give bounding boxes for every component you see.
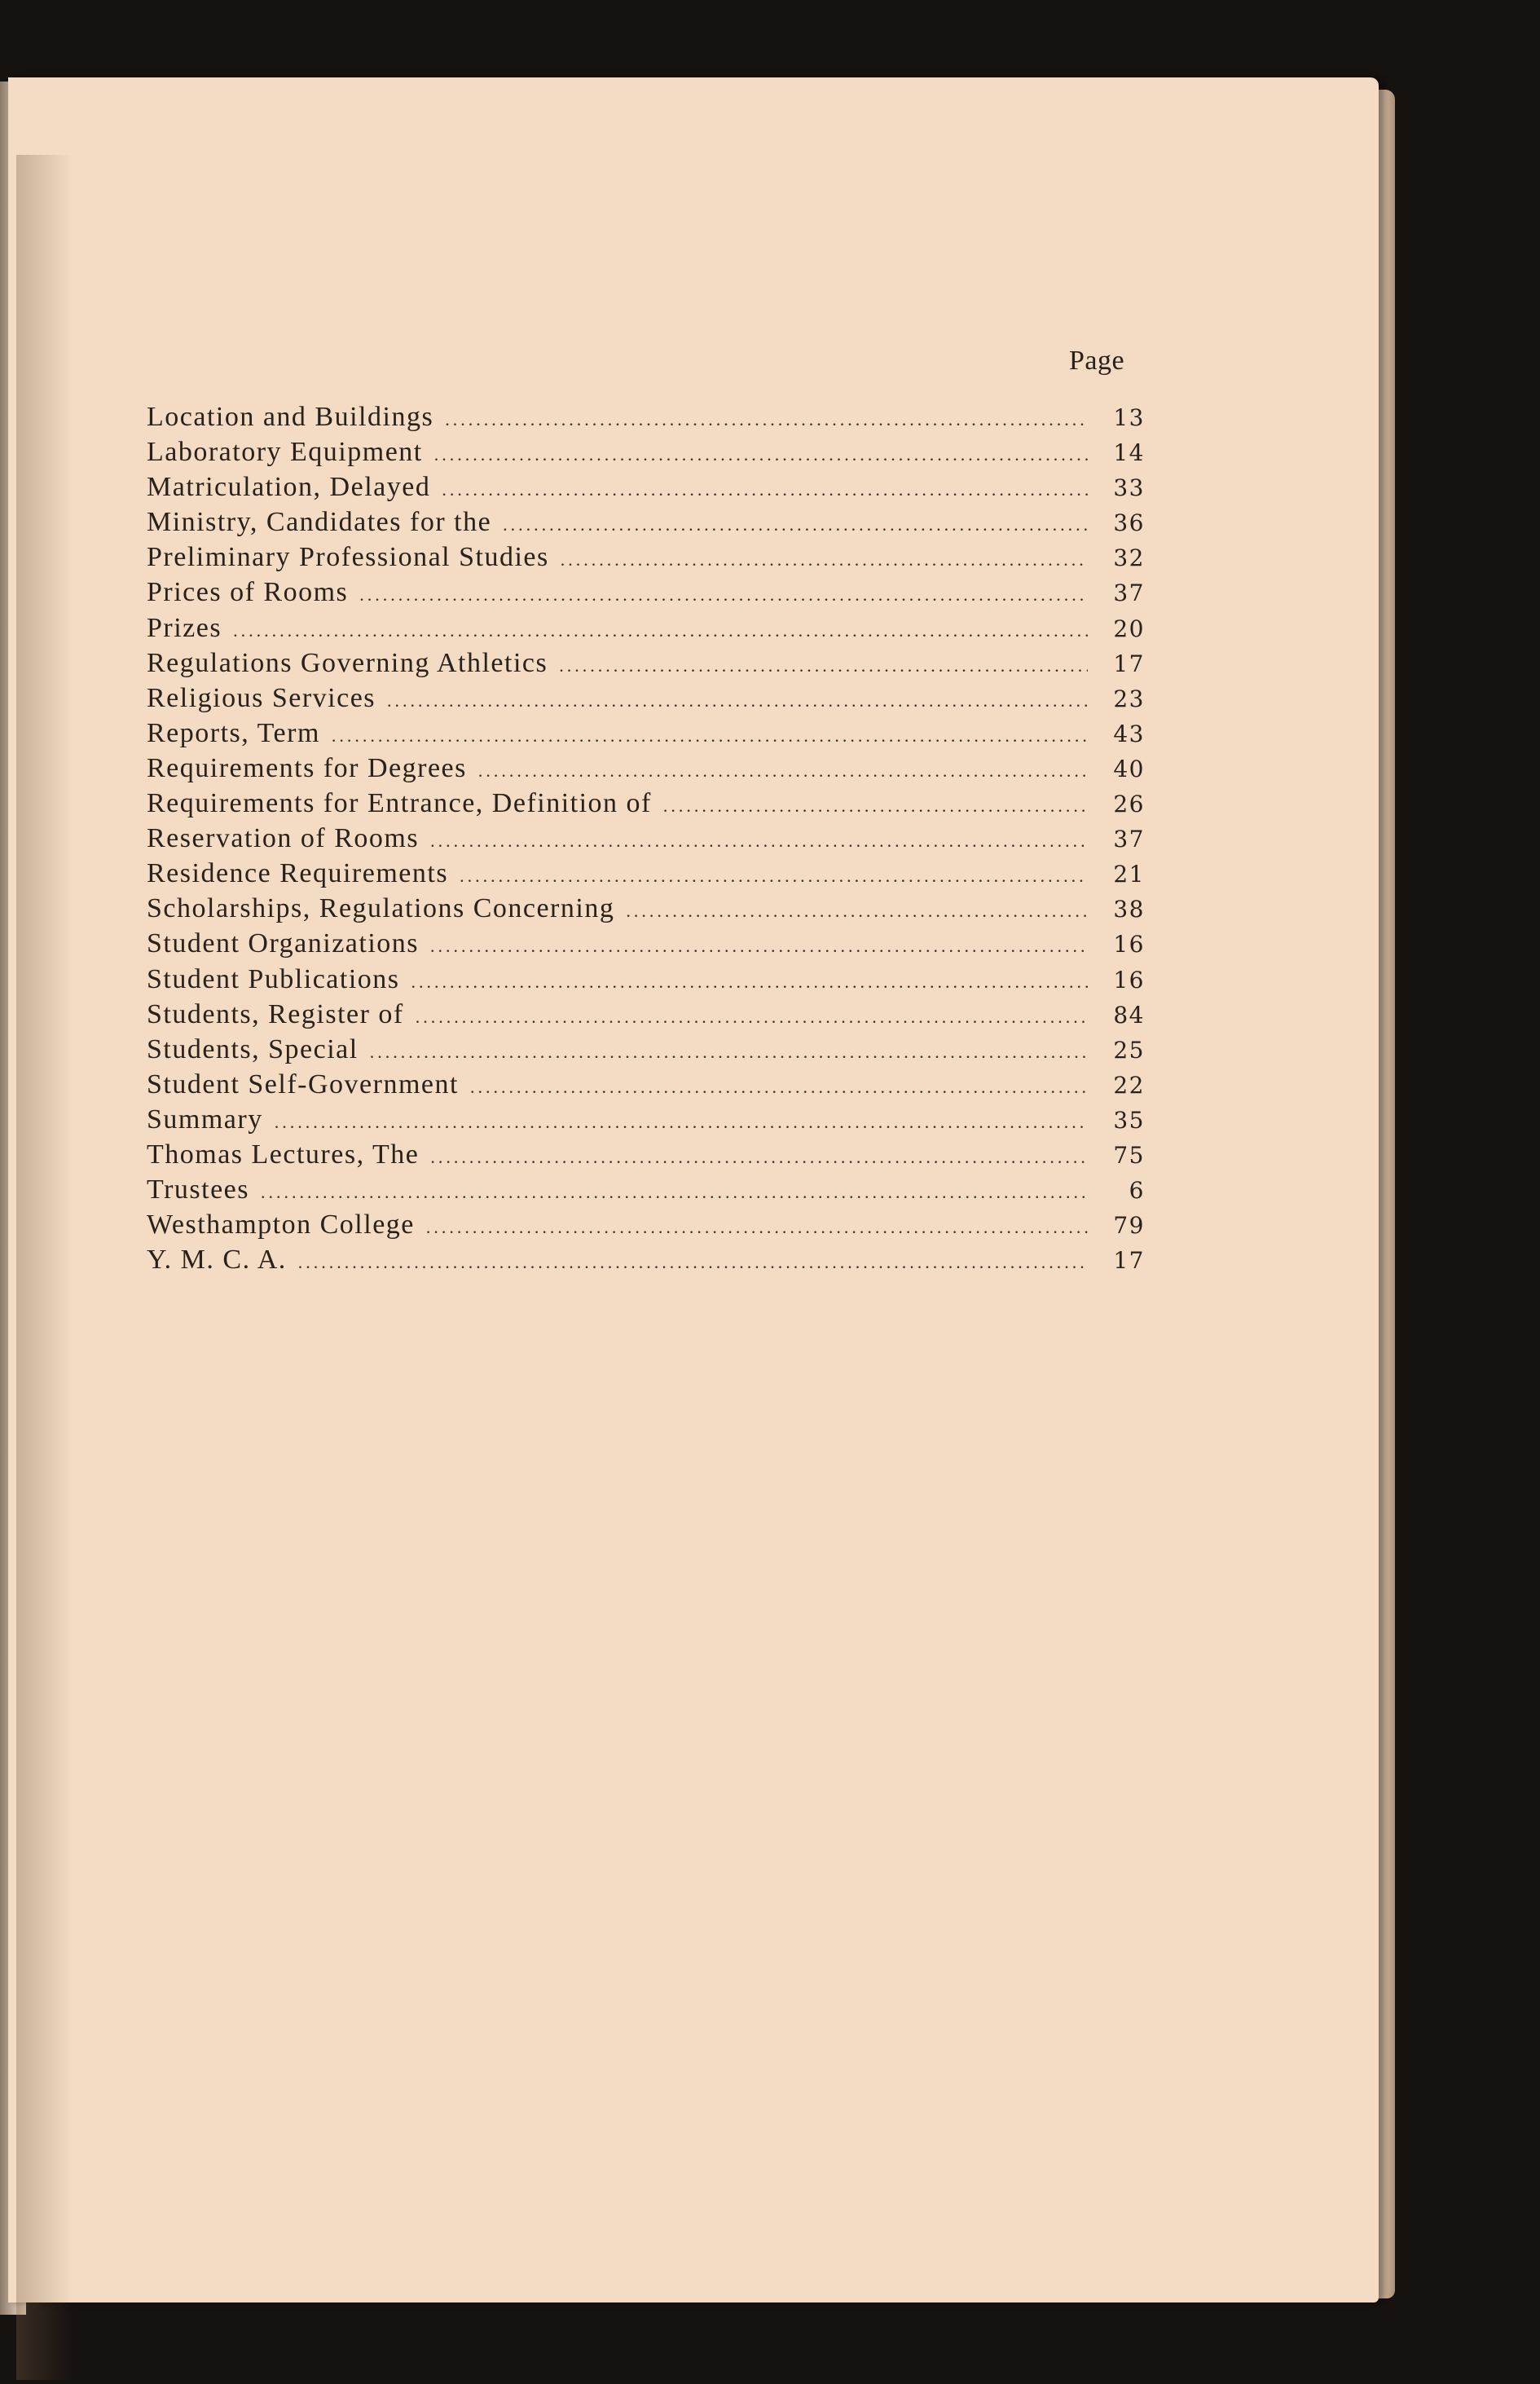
dot-leader [430, 1139, 1088, 1174]
entry-title: Trustees [147, 1174, 249, 1205]
index-entry [147, 997, 1145, 1032]
page-fore-edge [1377, 90, 1395, 2298]
dot-leader [663, 788, 1088, 823]
dot-leader [416, 999, 1088, 1034]
entry-title: Requirements for Degrees [147, 752, 467, 783]
entry-title: Summary [147, 1104, 263, 1135]
index-entry [147, 1032, 1145, 1067]
index-entry [147, 505, 1145, 540]
entry-title: Prizes [147, 612, 222, 643]
index-entry [147, 1242, 1145, 1277]
index-entry [147, 1172, 1145, 1207]
entry-page-number: 25 [1113, 1036, 1145, 1064]
entry-page-number: 26 [1113, 791, 1145, 818]
entry-page-number: 43 [1113, 720, 1145, 747]
dot-leader [559, 648, 1088, 683]
entry-page-number: 36 [1113, 509, 1145, 537]
dot-leader [387, 683, 1088, 718]
entry-title: Westhampton College [147, 1210, 415, 1240]
index-entry [147, 540, 1145, 575]
entry-page-number: 32 [1113, 544, 1145, 572]
dot-leader [478, 753, 1088, 788]
dot-leader [233, 613, 1088, 648]
entry-title: Religious Services [147, 682, 376, 713]
entry-title: Reports, Term [147, 717, 320, 748]
entry-page-number: 38 [1113, 896, 1145, 923]
dot-leader [332, 718, 1088, 753]
index-entry [147, 469, 1145, 505]
index-entry [147, 681, 1145, 716]
entry-title: Students, Register of [147, 998, 404, 1029]
page-column-heading: Page [1069, 346, 1125, 376]
entry-title: Student Self-Government [147, 1069, 459, 1099]
entry-title: Residence Requirements [147, 858, 449, 889]
dot-leader [275, 1104, 1088, 1139]
entry-title: Student Publications [147, 963, 400, 994]
entry-title: Prices of Rooms [147, 577, 349, 608]
entry-title: Matriculation, Delayed [147, 472, 431, 503]
entry-title: Requirements for Entrance, Definition of [147, 788, 652, 819]
entry-title: Scholarships, Regulations Concerning [147, 893, 615, 924]
entry-page-number: 37 [1113, 579, 1145, 607]
entry-page-number: 16 [1113, 931, 1145, 958]
dot-leader [442, 472, 1088, 507]
index-entry [147, 1102, 1145, 1137]
entry-page-number: 23 [1113, 685, 1145, 712]
entry-page-number: 79 [1113, 1212, 1145, 1240]
index-entry [147, 1067, 1145, 1102]
index-entry [147, 891, 1145, 926]
dot-leader [503, 507, 1088, 542]
entry-title: Regulations Governing Athletics [147, 647, 548, 678]
entry-page-number: 33 [1113, 474, 1145, 502]
entry-title: Students, Special [147, 1033, 359, 1064]
dot-leader [430, 928, 1088, 963]
entry-title: Laboratory Equipment [147, 437, 423, 468]
entry-page-number: 14 [1113, 439, 1145, 467]
dot-leader [460, 858, 1088, 893]
dot-leader [411, 964, 1089, 999]
entry-page-number: 16 [1113, 966, 1145, 994]
entry-title: Reservation of Rooms [147, 823, 420, 854]
dot-leader [430, 823, 1088, 858]
index-entry [147, 1137, 1145, 1172]
entry-title: Thomas Lectures, The [147, 1139, 420, 1170]
index-entry [147, 399, 1145, 434]
entry-title: Location and Buildings [147, 402, 434, 432]
spine-shadow [16, 155, 73, 2380]
entry-page-number: 22 [1113, 1071, 1145, 1099]
index-entry [147, 610, 1145, 646]
index-entry [147, 716, 1145, 751]
dot-leader [261, 1174, 1088, 1210]
index-entry [147, 821, 1145, 856]
entry-title: Y. M. C. A. [147, 1245, 287, 1276]
entry-title: Preliminary Professional Studies [147, 542, 549, 573]
dot-leader [561, 542, 1088, 577]
entry-page-number: 37 [1113, 826, 1145, 853]
entry-page-number: 17 [1113, 650, 1145, 677]
entry-page-number: 40 [1113, 755, 1145, 782]
index-entry [147, 751, 1145, 786]
dot-leader [426, 1210, 1088, 1245]
index-entry [147, 575, 1145, 610]
dot-leader [470, 1069, 1088, 1104]
entry-page-number: 17 [1113, 1247, 1145, 1275]
index-list [147, 399, 1145, 1277]
index-entry [147, 786, 1145, 821]
index-entry [147, 1207, 1145, 1242]
entry-page-number: 6 [1129, 1177, 1145, 1205]
entry-page-number: 35 [1113, 1106, 1145, 1134]
entry-page-number: 75 [1113, 1141, 1145, 1169]
dot-leader [298, 1245, 1088, 1280]
index-entry [147, 856, 1145, 891]
entry-page-number: 13 [1113, 404, 1145, 431]
entry-page-number: 20 [1113, 615, 1145, 642]
entry-title: Ministry, Candidates for the [147, 507, 492, 538]
entry-page-number: 84 [1113, 1001, 1145, 1029]
entry-page-number: 21 [1113, 861, 1145, 888]
dot-leader [359, 577, 1088, 612]
index-entry [147, 926, 1145, 961]
index-entry [147, 646, 1145, 681]
dot-leader [445, 402, 1088, 437]
dot-leader [626, 893, 1088, 928]
index-entry [147, 434, 1145, 469]
dot-leader [370, 1034, 1088, 1069]
index-entry [147, 962, 1145, 997]
entry-title: Student Organizations [147, 928, 419, 959]
dot-leader [434, 437, 1088, 472]
